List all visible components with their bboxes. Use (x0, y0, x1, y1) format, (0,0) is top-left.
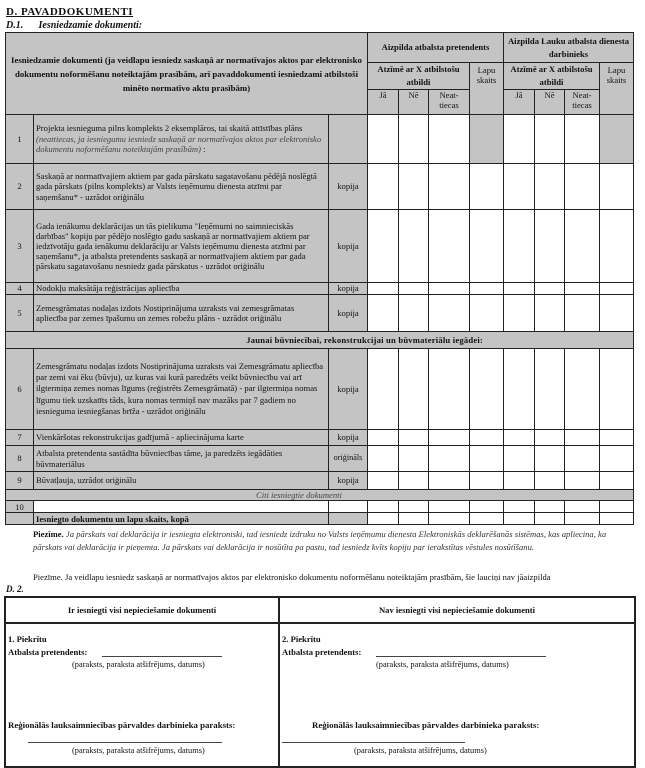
signature-caption: (paraksts, paraksta atšifrējums, datums) (354, 746, 487, 755)
table-row (6, 295, 634, 332)
d2-signature-table (4, 596, 636, 768)
cell-service-na[interactable] (565, 430, 600, 446)
header-pages-applicant: Lapu skaits (470, 63, 504, 115)
cell-service-na[interactable] (565, 472, 600, 490)
cell-applicant-no[interactable] (399, 349, 429, 430)
cell-applicant-na[interactable] (429, 210, 470, 283)
cell-applicant-no[interactable] (399, 115, 429, 164)
row-description: Zemesgrāmatas nodaļas izdots Nostiprinājuma uzraksts vai zemesgrāmatas apliecība par zemes īpašumu un zemes robežu plāns - uzrādot oriģinālu (34, 295, 329, 332)
row-number: 8 (6, 446, 34, 472)
cell-applicant-yes[interactable] (368, 446, 399, 472)
cell-service-yes[interactable] (504, 446, 535, 472)
row-description (34, 115, 329, 164)
cell-service-yes[interactable] (504, 210, 535, 283)
row-description: Vienkāršotas rekonstrukcijas gadījumā - apliecinājuma karte (34, 430, 329, 446)
table-row (6, 115, 634, 164)
header-yes: Jā (504, 90, 535, 115)
official-signature-label: Reģionālās lauksaimniecības pārvaldes darbinieka paraksts: (8, 720, 236, 730)
applicant-label: Atbalsta pretendents: (8, 647, 88, 657)
row-doc-type: kopija (329, 472, 368, 490)
cell-service-na[interactable] (565, 501, 600, 513)
cell-service-no[interactable] (535, 501, 565, 513)
row-doc-type: kopija (329, 210, 368, 283)
cell-applicant-no[interactable] (399, 446, 429, 472)
cell-service-pages[interactable] (600, 295, 634, 332)
d2-left-signature-block (5, 623, 279, 767)
cell-applicant-na[interactable] (429, 349, 470, 430)
cell-applicant-yes[interactable] (368, 210, 399, 283)
signature-caption: (paraksts, paraksta atšifrējums, datums) (72, 660, 205, 669)
cell-applicant-na[interactable] (429, 472, 470, 490)
cell-applicant-no[interactable] (399, 210, 429, 283)
subsection-label: D.1. (6, 20, 24, 31)
table-row (6, 472, 634, 490)
cell-service-no[interactable] (535, 164, 565, 210)
cell-applicant-pages[interactable] (470, 513, 504, 525)
signature-caption: (paraksts, paraksta atšifrējums, datums) (72, 746, 205, 755)
cell-service-yes[interactable] (504, 164, 535, 210)
section-title: D. PAVADDOKUMENTI (6, 6, 134, 18)
cell-service-no[interactable] (535, 115, 565, 164)
cell-applicant-pages[interactable] (470, 430, 504, 446)
row-number: 5 (6, 295, 34, 332)
other-documents-label: Citi iesniegtie dokumenti (256, 490, 342, 500)
cell-service-pages[interactable] (600, 513, 634, 525)
cell-applicant-yes[interactable] (368, 164, 399, 210)
cell-service-na[interactable] (565, 513, 600, 525)
cell-service-na[interactable] (565, 295, 600, 332)
cell-applicant-yes[interactable] (368, 349, 399, 430)
row-number: 9 (6, 472, 34, 490)
cell-service-yes[interactable] (504, 501, 535, 513)
cell-applicant-no[interactable] (399, 472, 429, 490)
cell-applicant-yes[interactable] (368, 283, 399, 295)
cell-service-yes[interactable] (504, 472, 535, 490)
cell-service-pages[interactable] (600, 164, 634, 210)
row-description-input[interactable] (34, 501, 329, 513)
row-description: Gada ienākumu deklarācijas un tās pielikuma "Ieņēmumi no saimnieciskās darbības" kopiju par pēdējo noslēgto gadu saskaņā ar normatīvajiem aktiem par iedzīvotāju gada ienākumu deklarāciju ar Valsts ieņēmumu dienesta atzīmi par saņemšanu*, ja atbalsta pretendents saskaņā ar normatīvajiem aktiem par gada pārskatu sagatavošanu nesniedz gada pārskatus - uzrādot oriģinālu (34, 210, 329, 283)
table-row (6, 430, 634, 446)
row-description: Saskaņā ar normatīvajiem aktiem par gada pārskatu sagatavošanu pēdējā noslēgtā gada pārskats (pilns komplekts) ar Valsts ieņēmumu dienesta atzīmi par saņemšanu* - uzrādot oriģinālu (34, 164, 329, 210)
row-doc-type: kopija (329, 283, 368, 295)
row-note: (neattiecas, ja iesniegumu iesniedz saskaņā ar normatīvajos aktos par elektronisko dokumentu noformēšanu noteiktajām prasībām) (36, 133, 322, 155)
row-doc-type: kopija (329, 349, 368, 430)
cell-applicant-yes[interactable] (368, 115, 399, 164)
cell-service-pages[interactable] (600, 210, 634, 283)
cell-service-no[interactable] (535, 349, 565, 430)
total-type-empty (329, 513, 368, 525)
row-doc-type: kopija (329, 295, 368, 332)
row-tail: : (200, 144, 206, 155)
row-number: 10 (6, 501, 34, 513)
cell-applicant-na[interactable] (429, 295, 470, 332)
cell-applicant-no[interactable] (399, 501, 429, 513)
cell-applicant-pages[interactable] (470, 446, 504, 472)
cell-service-no[interactable] (535, 446, 565, 472)
subsection-title (6, 20, 142, 31)
cell-applicant-pages[interactable] (470, 349, 504, 430)
header-na: Neat-tiecas (565, 90, 600, 115)
header-documents: Iesniedzamie dokumenti (ja veidlapu iesniedz saskaņā ar normatīvajos aktos par elektronisko dokumentu noformēšanu noteiktajām prasībām, arī pavaddokumenti iesniedzami atbilstoši minēto normatīvo aktu prasībām) (6, 33, 368, 115)
cell-applicant-no[interactable] (399, 283, 429, 295)
d2-right-signature-block (279, 623, 635, 767)
cell-applicant-na[interactable] (429, 115, 470, 164)
cell-service-yes[interactable] (504, 295, 535, 332)
d2-label: D. 2. (6, 584, 24, 594)
row-description: Būvatļauja, uzrādot oriģinālu (34, 472, 329, 490)
agree-2-label: 2. Piekrītu (282, 634, 321, 644)
cell-service-no[interactable] (535, 430, 565, 446)
header-mark-x-applicant: Atzīmē ar X atbilstošu atbildi (368, 63, 470, 90)
table-row-total (6, 513, 634, 525)
signature-caption: (paraksts, paraksta atšifrējums, datums) (376, 660, 509, 669)
header-service-group: Aizpilda Lauku atbalsta dienesta darbinieks (504, 33, 634, 63)
header-no: Nē (399, 90, 429, 115)
cell-service-yes[interactable] (504, 430, 535, 446)
cell-service-pages[interactable] (600, 472, 634, 490)
documents-table (5, 32, 634, 525)
cell-service-no[interactable] (535, 513, 565, 525)
cell-service-no[interactable] (535, 295, 565, 332)
row-doc-type: kopija (329, 164, 368, 210)
row-description: Zemesgrāmatu nodaļas izdots Nostiprinājuma uzraksts vai Zemesgrāmatu apliecība par zemi vai ēku (būvju), uz kuras vai kurā paredzēts veikt būvniecību vai arī ilgtermiņa zemes nomas līgums (reģistrēts Zemesgrāmatā) - par ilgtermiņa nomas līgumu tiek uzskatīts tāds, kura nomas termiņš nav mazāks par 7 gadiem no iesnieguma iesniegšanas brīža - uzrādot oriģinālu (34, 349, 329, 430)
cell-applicant-na[interactable] (429, 430, 470, 446)
cell-applicant-pages (470, 115, 504, 164)
row-doc-type: kopija (329, 430, 368, 446)
cell-service-no[interactable] (535, 210, 565, 283)
row-description: Atbalsta pretendenta sastādīta būvniecības tāme, ja paredzēts iegādāties būvmateriālus (34, 446, 329, 472)
note1-label: Piezīme. (33, 529, 64, 539)
table-row (6, 210, 634, 283)
cell-applicant-yes[interactable] (368, 295, 399, 332)
official-signature-line[interactable] (28, 742, 222, 743)
table-row (6, 446, 634, 472)
row-number: 1 (6, 115, 34, 164)
cell-applicant-no[interactable] (399, 513, 429, 525)
row-number: 4 (6, 283, 34, 295)
section-new-construction (6, 332, 634, 349)
applicant-signature-line[interactable] (102, 656, 222, 657)
cell-applicant-pages[interactable] (470, 164, 504, 210)
d2-left-header: Ir iesniegti visi nepieciešamie dokumenti (5, 597, 279, 623)
cell-applicant-no[interactable] (399, 295, 429, 332)
cell-service-na[interactable] (565, 446, 600, 472)
row-number-empty (6, 513, 34, 525)
cell-applicant-na[interactable] (429, 446, 470, 472)
total-label: Iesniegto dokumentu un lapu skaits, kopā (34, 513, 329, 525)
header-pages-service: Lapu skaits (600, 63, 634, 115)
cell-service-pages[interactable] (600, 349, 634, 430)
cell-service-na[interactable] (565, 164, 600, 210)
cell-applicant-pages[interactable] (470, 472, 504, 490)
cell-applicant-yes[interactable] (368, 472, 399, 490)
cell-applicant-na[interactable] (429, 164, 470, 210)
cell-applicant-pages[interactable] (470, 283, 504, 295)
row-doc-type: oriģināls (329, 446, 368, 472)
table-row (6, 164, 634, 210)
official-signature-line[interactable] (282, 742, 465, 743)
row-number: 2 (6, 164, 34, 210)
header-mark-x-service: Atzīmē ar X atbilstošu atbildi (504, 63, 600, 90)
cell-service-pages[interactable] (600, 283, 634, 295)
cell-applicant-na[interactable] (429, 283, 470, 295)
table-row (6, 349, 634, 430)
table-row (6, 501, 634, 513)
row-number: 7 (6, 430, 34, 446)
header-na: Neat-tiecas (429, 90, 470, 115)
cell-service-na[interactable] (565, 283, 600, 295)
row-number: 3 (6, 210, 34, 283)
cell-applicant-no[interactable] (399, 430, 429, 446)
row-doc-type-input[interactable] (329, 501, 368, 513)
d2-right-header: Nav iesniegti visi nepieciešamie dokumenti (279, 597, 635, 623)
cell-service-na[interactable] (565, 115, 600, 164)
cell-applicant-no[interactable] (399, 164, 429, 210)
section-new-label: Jaunai būvniecībai, rekonstrukcijai un būvmateriālu iegādei: (246, 334, 483, 345)
cell-applicant-yes[interactable] (368, 513, 399, 525)
note-electronic-submission (33, 528, 633, 553)
header-applicant-group: Aizpilda atbalsta pretendents (368, 33, 504, 63)
cell-applicant-na[interactable] (429, 501, 470, 513)
row-doc-type (329, 115, 368, 164)
cell-service-pages[interactable] (600, 430, 634, 446)
cell-service-yes[interactable] (504, 283, 535, 295)
applicant-signature-line[interactable] (376, 656, 546, 657)
note1-text: Ja pārskats vai deklarācija ir iesniegta elektroniski, tad iesniedz izdruku no Valsts ieņēmumu dienesta Elektroniskās deklarēšanās sistēmas, kas apliecina, ka pārskats vai deklarācija ir pieņemta. Ja pārskats vai deklarācija ir nosūtīta pa pastu, tad iesniedz kvīts kopiju par ierakstītas vēstules nosūtīšanu. (33, 529, 607, 552)
row-text: Projekta iesnieguma pilns komplekts 2 eksemplāros, tai skaitā attīstības plāns (36, 123, 303, 134)
note-electronic-docs: Piezīme. Ja veidlapu iesniedz saskaņā ar normatīvajos aktos par elektronisko dokumentu noformēšanu noteiktajām prasībām, šie lauciņi nav jāaizpilda (33, 572, 551, 582)
cell-applicant-yes[interactable] (368, 430, 399, 446)
table-row (6, 283, 634, 295)
cell-applicant-yes[interactable] (368, 501, 399, 513)
subsection-text: Iesniedzamie dokumenti: (38, 20, 143, 31)
cell-service-pages (600, 115, 634, 164)
row-number: 6 (6, 349, 34, 430)
cell-service-yes[interactable] (504, 349, 535, 430)
header-yes: Jā (368, 90, 399, 115)
cell-applicant-pages[interactable] (470, 295, 504, 332)
cell-service-yes[interactable] (504, 115, 535, 164)
cell-applicant-pages[interactable] (470, 210, 504, 283)
cell-service-na[interactable] (565, 210, 600, 283)
cell-service-no[interactable] (535, 283, 565, 295)
cell-service-yes[interactable] (504, 513, 535, 525)
cell-service-no[interactable] (535, 472, 565, 490)
section-other-documents (6, 490, 634, 501)
official-signature-label: Reģionālās lauksaimniecības pārvaldes darbinieka paraksts: (312, 720, 540, 730)
cell-service-pages[interactable] (600, 501, 634, 513)
cell-service-pages[interactable] (600, 446, 634, 472)
cell-service-na[interactable] (565, 349, 600, 430)
header-no: Nē (535, 90, 565, 115)
cell-applicant-pages[interactable] (470, 501, 504, 513)
applicant-label: Atbalsta pretendents: (282, 647, 362, 657)
cell-applicant-na[interactable] (429, 513, 470, 525)
agree-1-label: 1. Piekrītu (8, 634, 47, 644)
row-description: Nodokļu maksātāja reģistrācijas apliecība (34, 283, 329, 295)
